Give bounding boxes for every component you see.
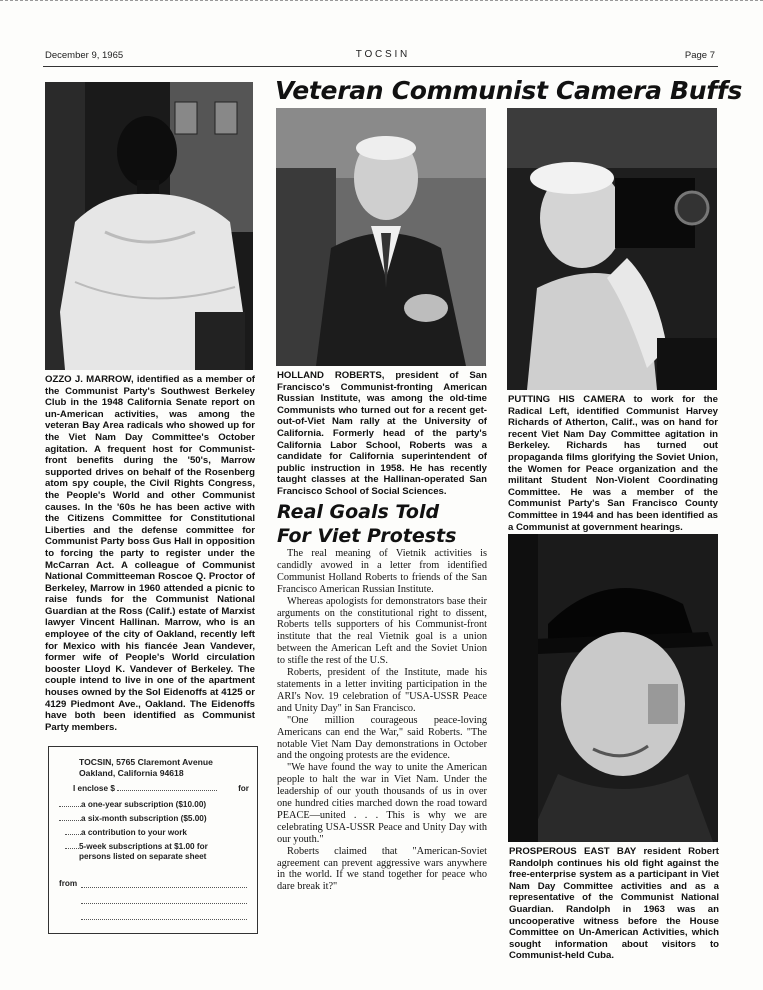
five-week-checkbox[interactable] [65,848,79,849]
top-border [0,0,763,5]
option-five-week[interactable] [65,842,249,862]
one-year-checkbox[interactable] [59,806,81,807]
from-label: from [59,879,78,888]
five-week-label-2: persons listed on separate sheet [79,852,207,861]
contribution-checkbox[interactable] [65,834,81,835]
address-city: Oakland, California 94618 [79,768,184,778]
subhead-line-2: For Viet Protests [277,525,457,547]
address-street: TOCSIN, 5765 Claremont Avenue [79,757,213,767]
option-one-year[interactable] [59,800,249,810]
randolph-photo [508,534,718,842]
roberts-caption: HOLLAND ROBERTS, president of San Francisco's Communist-fronting American Russian Institute, was among the old-time Communists who turned out for a recent get-out-of-Viet Nam rally at the University of California. Formerly head of the party's California Labor School, Roberts was a candidate for California superintendent of public instruction in 1958. He has recently taught classes at the Hallinan-operated San Francisco School of Social Sciences. [277,370,487,497]
six-month-checkbox[interactable] [59,820,81,821]
one-year-label: a one-year subscription ($10.00) [81,800,207,809]
subscription-form [48,746,258,934]
page-number: Page 7 [684,50,715,61]
header-rule [43,66,718,67]
from-field-2[interactable] [81,903,247,904]
from-field-3[interactable] [81,919,247,920]
article-paragraph: Roberts claimed that "American-Soviet agreement can prevent aggressive wars anywhere in the world. If we stand together for peace who dare break it?" [277,845,487,893]
article-paragraph: Whereas apologists for demonstrators base their arguments on the constitutional right to dissent, Roberts tells supporters of his Communist-front institute that the real Vietnik goal is a union between the American Left and the Soviet Union to stifle the rest of the U.S. [277,595,487,667]
enclose-for-label: for [238,784,249,793]
article-paragraph: Roberts, president of the Institute, made his statements in a letter inviting participation in the ARI's Nov. 19 celebration of "USA-USSR Peace and Unity Day" in San Francisco. [277,667,487,714]
headline: Veteran Communist Camera Buffs [275,76,743,105]
article-paragraph: "We have found the way to unite the American people to halt the war in Viet Nam. Under the leadership of our youth thousands of us in over one hundred cities marched down the road toward PEACE—united . . . This is why we are celebrating USA-USSR Peace and Unity Day with our youth." [277,762,487,845]
five-week-label: 5-week subscriptions at $1.00 for [79,842,208,851]
enclose-amount-field[interactable] [117,790,217,791]
richards-caption: PUTTING HIS CAMERA to work for the Radical Left, identified Communist Harvey Richards of Atherton, Calif., was on hand for recent Viet Nam Day Committee agitation in Berkeley. Richards has turned out propaganda films glorifying the Soviet Union, the Women for Peace organization and the militant Student Non-Violent Coordinating Committee. He was a member of the Communist Party's San Francisco County Committee in 1944 and has been identified as a Communist at government hearings. [508,394,718,533]
masthead-title: T O C S I N [355,49,408,60]
enclose-label: I enclose $ [73,784,115,793]
article-paragraph: The real meaning of Vietnik activities is candidly avowed in a letter from identified Communist Holland Roberts to friends of the San Francisco American Russian Institute. [277,548,487,595]
marrow-photo [45,82,253,370]
form-address [79,757,213,779]
six-month-label: a six-month subscription ($5.00) [81,814,207,823]
randolph-caption: PROSPEROUS EAST BAY resident Robert Randolph continues his old fight against the free-enterprise system as a participant in Viet Nam Day Committee activities and as a representative of the Communist National Guardian. Randolph in 1963 was an uncooperative witness before the House Committee on Un-American Activities, which sought information about visitors to Communist-held Cuba. [509,846,719,962]
roberts-photo [276,108,486,366]
richards-photo [507,108,717,390]
contribution-label: a contribution to your work [81,828,187,837]
article-body [277,548,487,893]
option-six-month[interactable] [59,814,249,824]
enclose-line [73,784,249,794]
article-subhead [277,500,487,548]
article-paragraph: "One million courageous peace-loving Americans can end the War," said Roberts. "The notable Viet Nam Day demonstrations in October and the ongoing protests are the evidence. [277,714,487,762]
from-field-1[interactable] [81,887,247,888]
option-contribution[interactable] [65,828,249,838]
issue-date: December 9, 1965 [45,50,124,61]
marrow-caption: OZZO J. MARROW, identified as a member of the Communist Party's Southwest Berkeley Club in the 1948 California Senate report on un-American activities, was among the veteran Bay Area radicals who showed up for the Viet Nam Day Committee's October agitation. A frequent host for Communist-front benefits during the '50's, Marrow supported drives on behalf of the Rosenberg atom spy couple, the Civil Rights Congress, the People's World and other Communist causes. In the '60s he has been active with the Citizens Committee for Constitutional Liberties and the defense committee for Communist Party boss Gus Hall in opposition to forcing the party to register under the McCarran Act. A colleague of Communist National Committeeman Roscoe Q. Proctor of Berkeley, Marrow in 1960 attended a picnic to raise funds for the Communist National Guardian at the Ross (Calif.) estate of Marxist lawyer Vincent Hallinan. Marrow, who is an employee of the city of Oakland, recently left for Mexico with his fiancée Jean Vandever, former wife of People's World circulation booster Lloyd K. Vandever of Berkeley. The couple intend to live in one of the apartment houses owned by the Sol Eidenoffs at 4125 or 4129 Piedmont Ave., Oakland. The Eidenoffs have both been identified as Communist Party members. [45,374,255,733]
subhead-line-1: Real Goals Told [277,501,440,523]
